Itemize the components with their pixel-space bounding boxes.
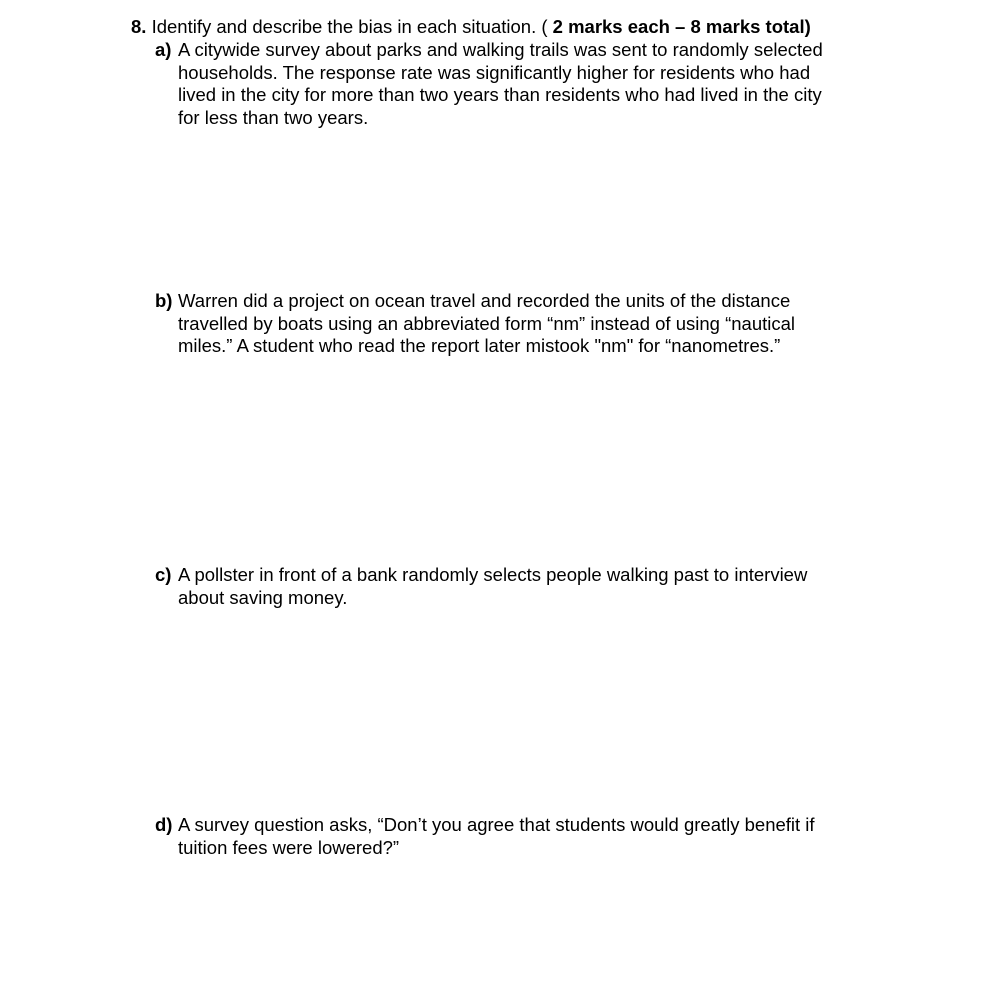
part-text-line: tuition fees were lowered?” <box>178 836 400 858</box>
part-label: d) <box>155 814 173 835</box>
part-text-line: A pollster in front of a bank randomly selects people walking past to interview <box>178 564 808 585</box>
question-marks: 2 marks each – 8 marks total) <box>547 16 811 37</box>
part-text-line: lived in the city for more than two years than residents who had lived in the city <box>178 84 822 105</box>
part-label: c) <box>155 564 172 585</box>
part-label: a) <box>155 39 172 60</box>
question-prompt: Identify and describe the bias in each situation. ( <box>151 16 548 37</box>
part-text-line: A citywide survey about parks and walking trails was sent to randomly selected <box>178 39 823 60</box>
question-number: 8. <box>131 16 147 37</box>
part-text-line: Warren did a project on ocean travel and recorded the units of the distance <box>178 290 791 311</box>
part-text-line: for less than two years. <box>178 106 369 128</box>
question-header <box>131 16 811 39</box>
part-text-line: households. The response rate was significantly higher for residents who had <box>178 61 811 83</box>
part-text-line: A survey question asks, “Don’t you agree that students would greatly benefit if <box>178 814 815 835</box>
part-text-line: travelled by boats using an abbreviated form “nm” instead of using “nautical <box>178 312 796 334</box>
part-a <box>155 39 875 129</box>
part-b <box>155 290 875 358</box>
part-d <box>155 814 875 859</box>
part-c <box>155 564 875 609</box>
part-text-line: miles.” A student who read the report later mistook "nm" for “nanometres.” <box>178 335 781 356</box>
part-label: b) <box>155 290 173 311</box>
part-text-line: about saving money. <box>178 586 348 608</box>
